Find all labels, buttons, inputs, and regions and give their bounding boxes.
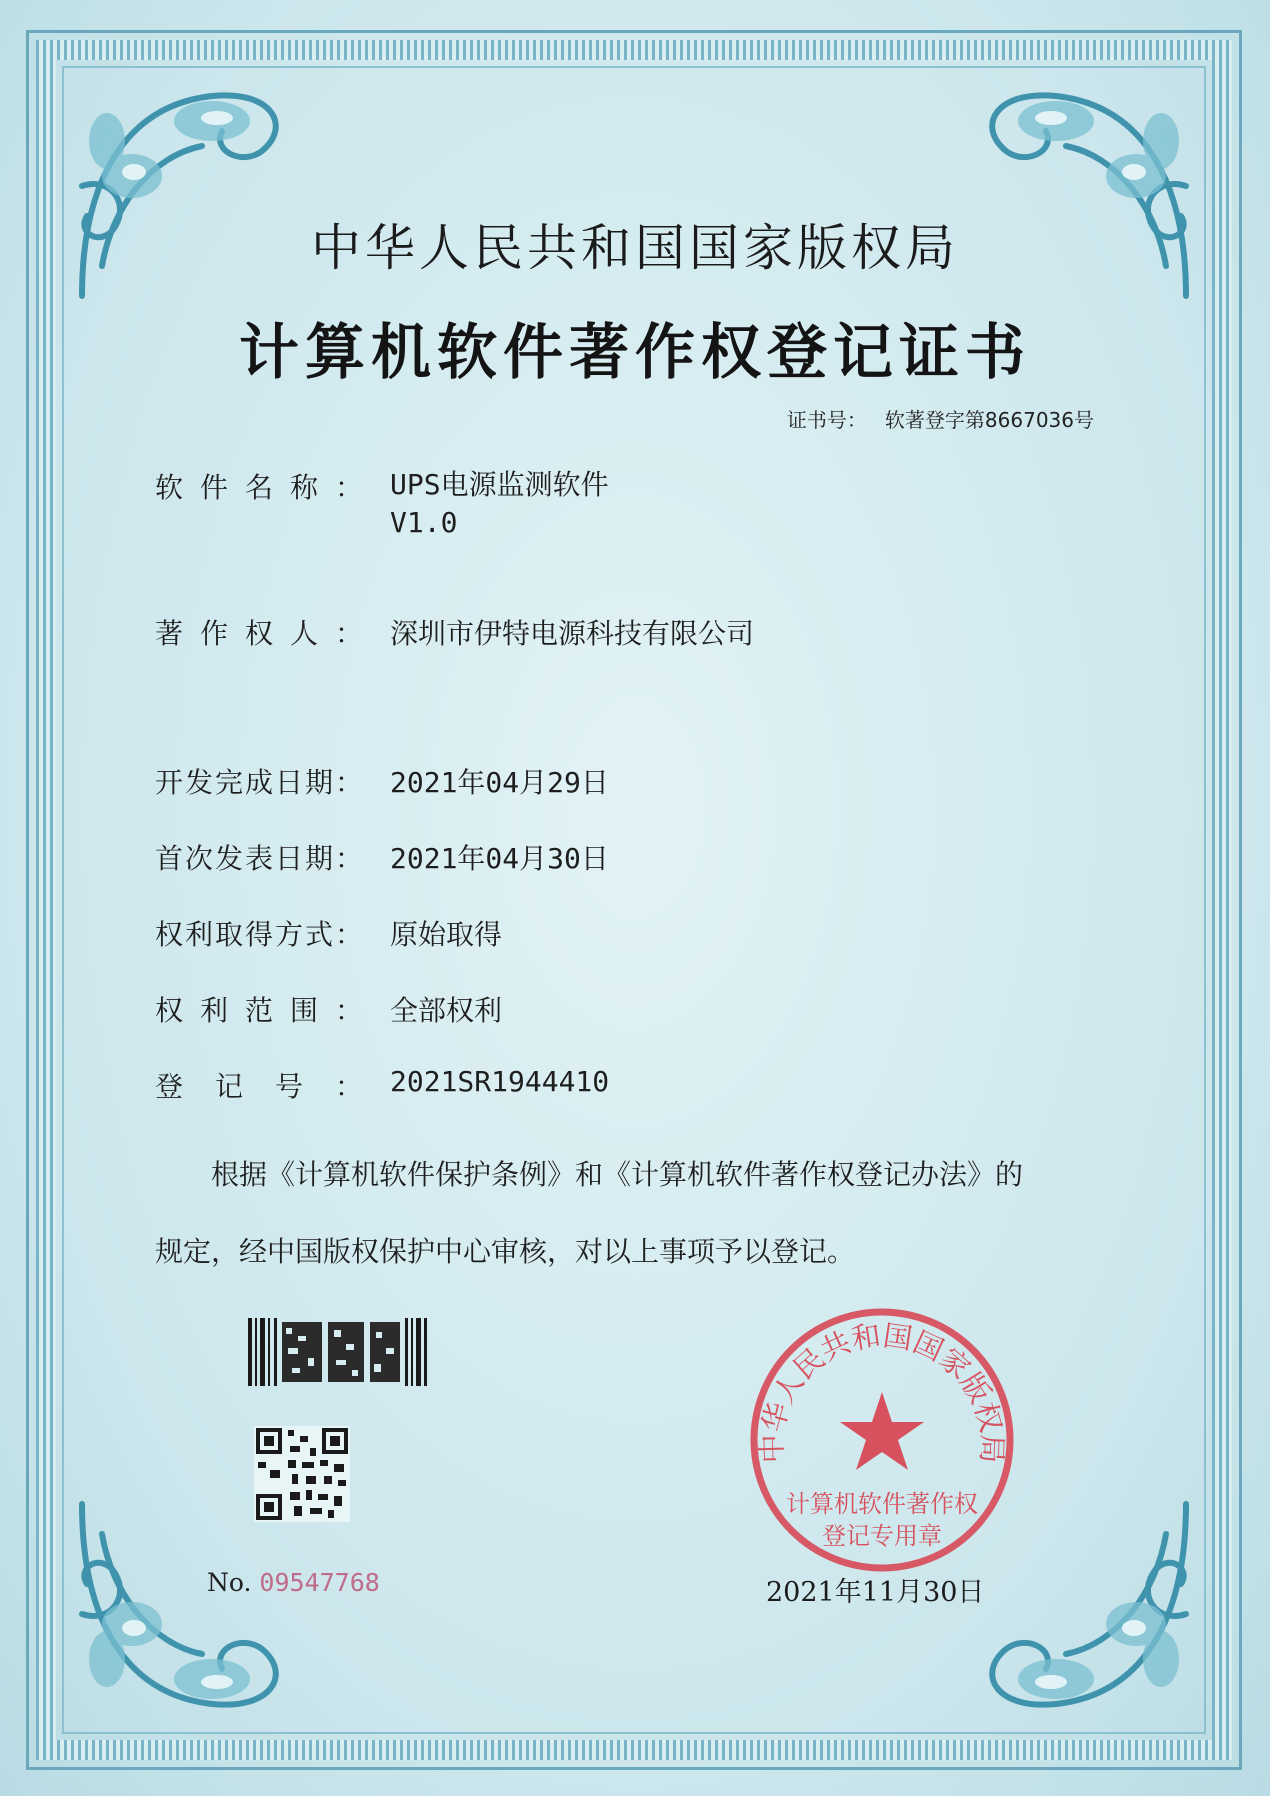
- field-development-date: [155, 761, 609, 801]
- owner-label: 著作权人：: [155, 617, 363, 650]
- serial-value: 09547768: [259, 1568, 380, 1597]
- issue-date: 2021年11月30日: [766, 1577, 985, 1608]
- dev-date-label: 开发完成日期：: [155, 766, 363, 799]
- seal-outer-text: 中华人民共和国国家版权局: [754, 1318, 1010, 1464]
- field-publication-date: [155, 837, 609, 877]
- dev-date-value: 2021年04月29日: [390, 766, 609, 799]
- seal-star-icon: [840, 1392, 924, 1470]
- certificate-title: 计算机软件著作权登记证书: [239, 318, 1031, 388]
- certificate-number: [787, 404, 1094, 433]
- serial-number: [207, 1568, 380, 1597]
- field-acquisition-method: [155, 913, 502, 953]
- pub-date-label: 首次发表日期：: [155, 842, 363, 875]
- seal-inner-line-1: 计算机软件著作权: [786, 1490, 978, 1518]
- field-software-name: [155, 466, 609, 542]
- scope-value: 全部权利: [390, 994, 503, 1027]
- statement-line-2: 规定，经中国版权保护中心审核，对以上事项予以登记。: [155, 1235, 856, 1268]
- field-copyright-owner: [155, 612, 754, 652]
- serial-label: No.: [207, 1568, 252, 1597]
- issuing-authority: 中华人民共和国国家版权局: [311, 219, 959, 277]
- acquisition-label: 权利取得方式：: [155, 918, 363, 951]
- barcode-icon: [248, 1318, 428, 1386]
- certificate-number-value: 软著登字第8667036号: [884, 408, 1094, 432]
- pub-date-value: 2021年04月30日: [390, 842, 609, 875]
- registration-statement: [155, 1136, 1115, 1290]
- software-name-label: 软件名称：: [155, 471, 363, 504]
- field-rights-scope: [155, 989, 502, 1029]
- software-name-value: UPS电源监测软件: [390, 468, 609, 501]
- statement-line-1: 根据《计算机软件保护条例》和《计算机软件著作权登记办法》的: [211, 1158, 1024, 1191]
- qr-code-icon: [254, 1426, 350, 1522]
- certificate-number-label: 证书号：: [786, 408, 867, 432]
- seal-inner-line-2: 登记专用章: [822, 1522, 942, 1550]
- official-seal: [742, 1300, 1022, 1580]
- scope-label: 权利范围：: [155, 994, 363, 1027]
- acquisition-value: 原始取得: [390, 918, 503, 951]
- software-version: V1.0: [390, 506, 458, 539]
- reg-no-value: 2021SR1944410: [390, 1065, 610, 1098]
- owner-value: 深圳市伊特电源科技有限公司: [390, 617, 755, 650]
- reg-no-label: 登记号：: [155, 1070, 363, 1103]
- field-registration-number: [155, 1065, 609, 1105]
